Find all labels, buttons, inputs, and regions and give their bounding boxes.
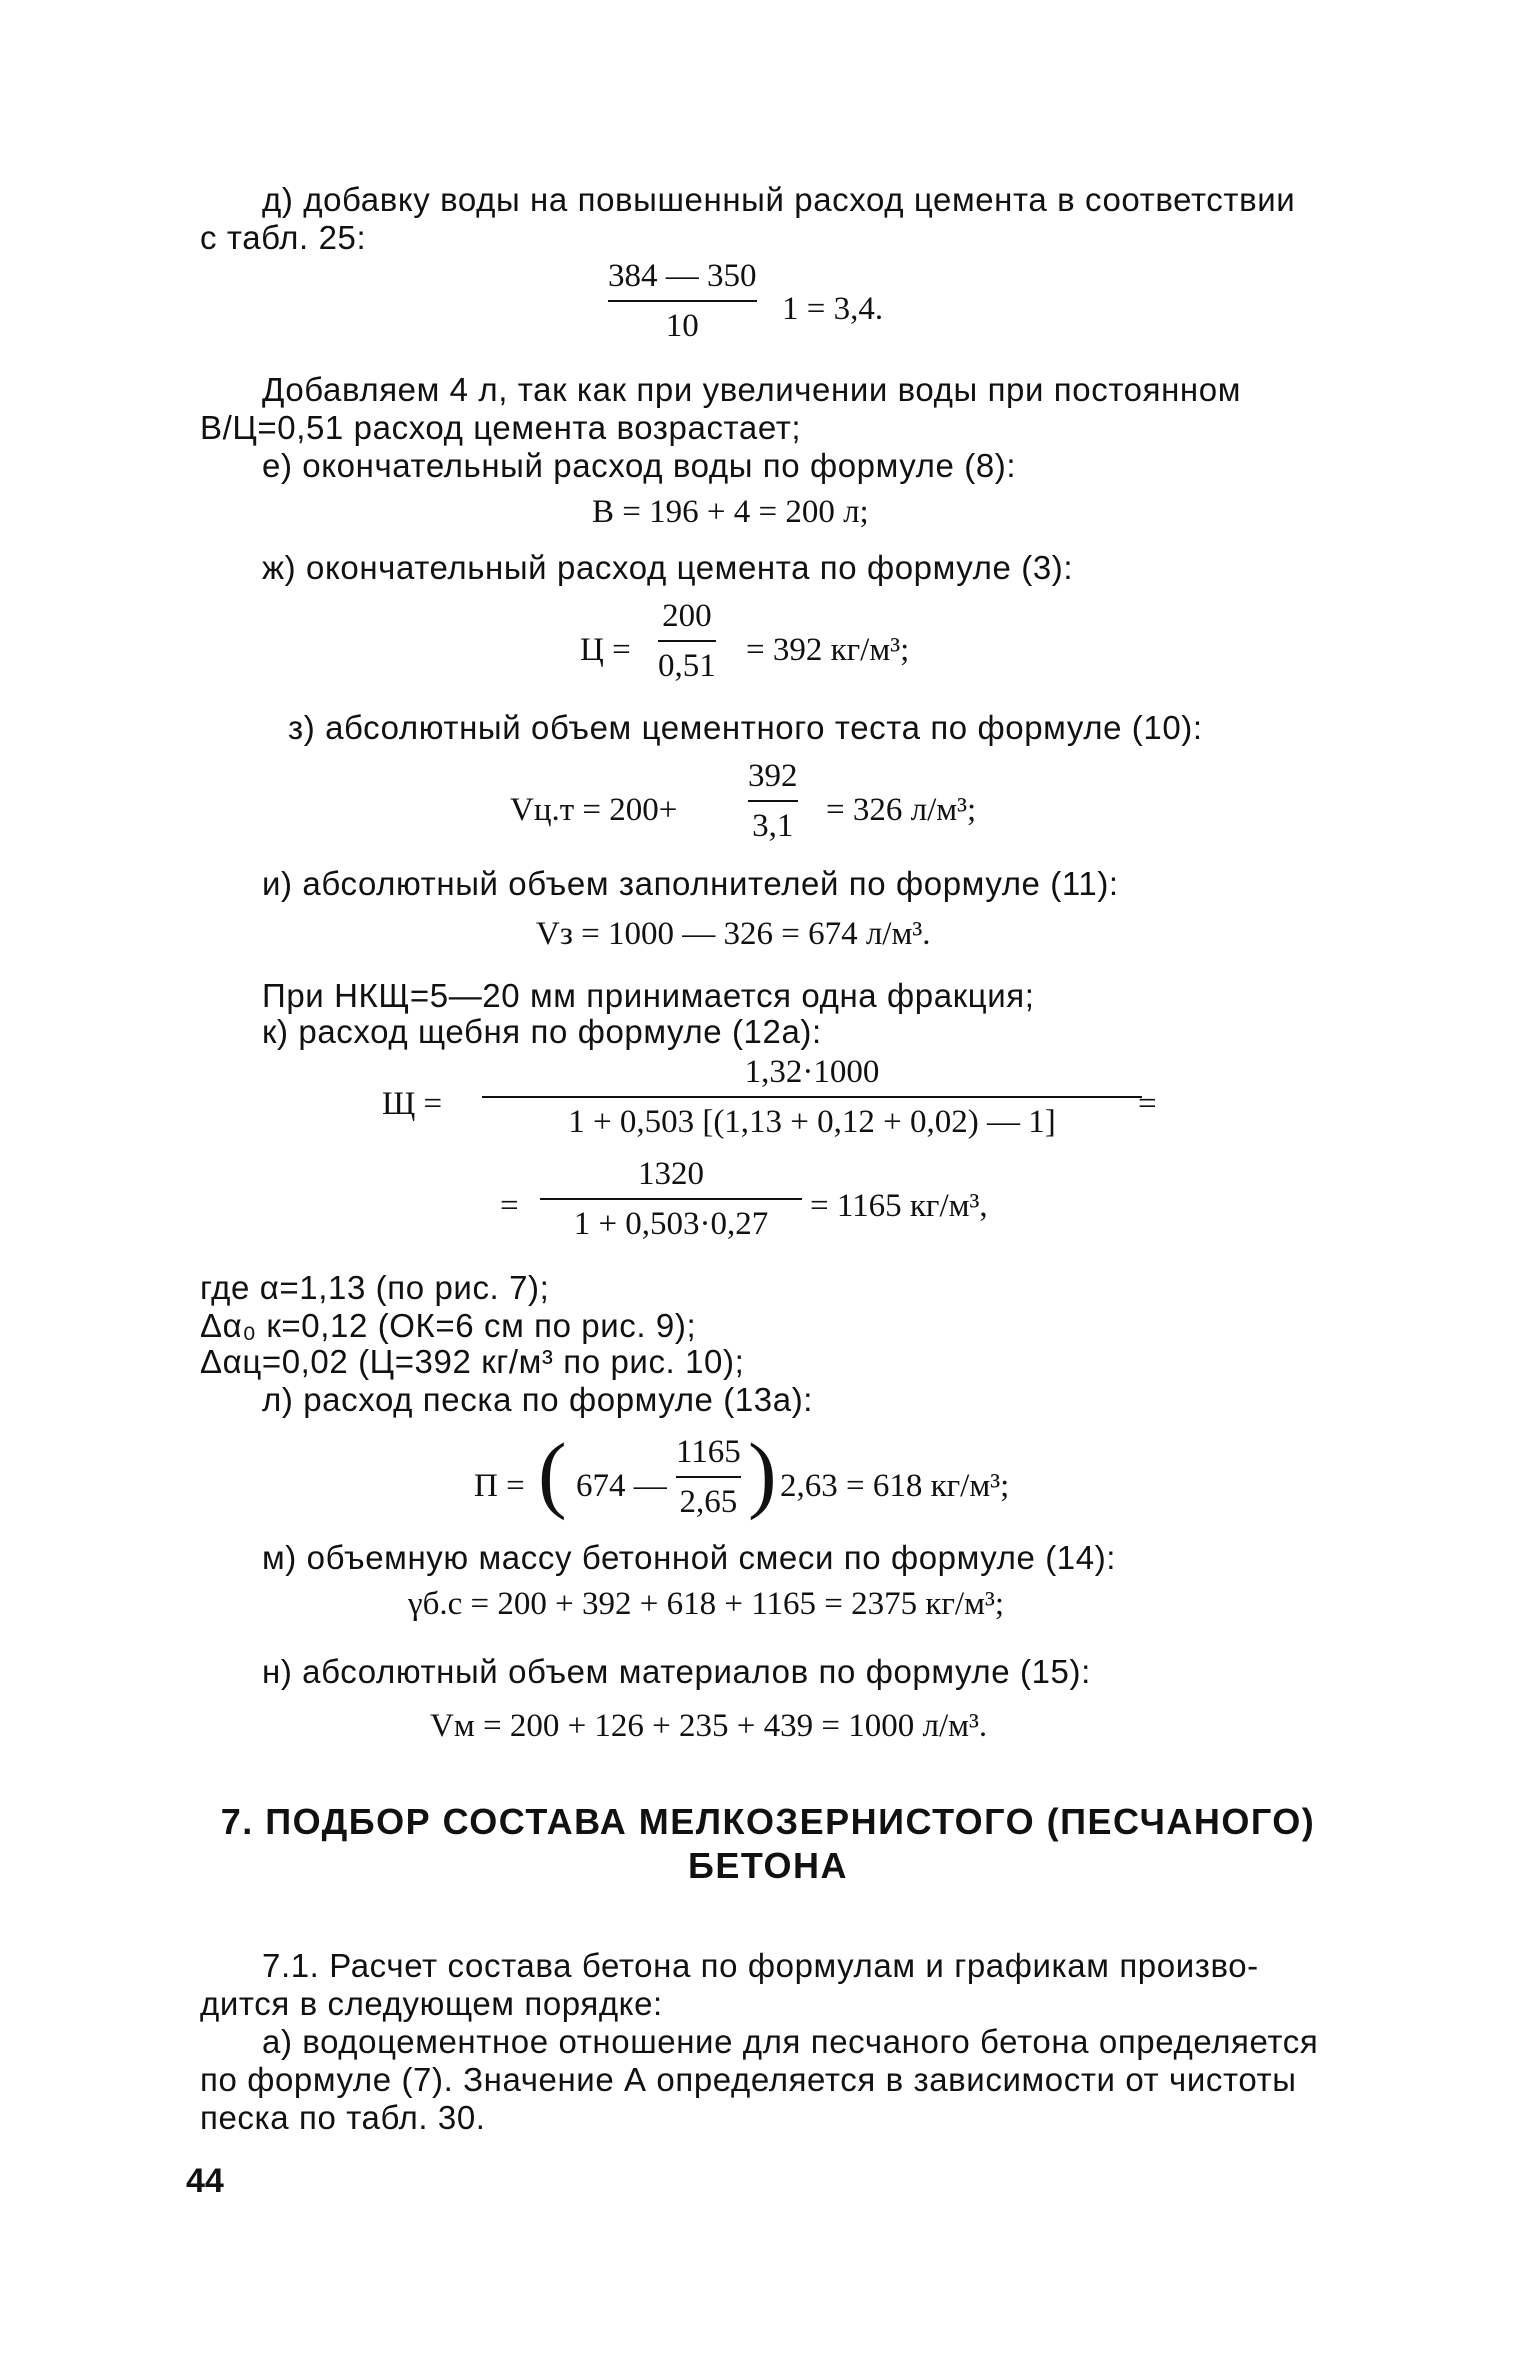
formula-rhs: = 326 л/м³; <box>826 792 977 828</box>
text-line: Δαц=0,02 (Ц=392 кг/м³ по рис. 10); <box>200 1343 745 1380</box>
text-line: песка по табл. 30. <box>200 2099 486 2136</box>
formula-rhs: = 392 кг/м³; <box>746 632 910 668</box>
fraction <box>748 756 798 846</box>
formula-lhs: Щ = <box>382 1086 443 1122</box>
denominator: 0,51 <box>658 648 716 684</box>
right-paren-icon: ) <box>748 1425 777 1521</box>
text-line: к) расход щебня по формуле (12а): <box>262 1013 822 1050</box>
page-number: 44 <box>186 2162 224 2200</box>
text-line: 7.1. Расчет состава бетона по формулам и графикам произво- <box>262 1947 1259 1984</box>
text-line: м) объемную массу бетонной смеси по формуле (14): <box>262 1539 1117 1576</box>
fraction <box>608 256 757 346</box>
left-paren-icon: ( <box>538 1425 567 1521</box>
formula-rhs: = 1165 кг/м³, <box>810 1188 988 1224</box>
text-line: дится в следующем порядке: <box>200 1985 663 2022</box>
text-line: Δα₀ к=0,12 (ОК=6 см по рис. 9); <box>200 1307 697 1344</box>
formula: Vм = 200 + 126 + 235 + 439 = 1000 л/м³. <box>430 1708 988 1744</box>
fraction <box>482 1052 1142 1142</box>
denominator: 3,1 <box>752 808 794 844</box>
section-heading-cont: БЕТОНА <box>688 1845 848 1886</box>
formula-lhs: = <box>500 1188 519 1224</box>
formula-rhs: = <box>1138 1086 1157 1122</box>
numerator: 1320 <box>638 1156 704 1192</box>
fraction <box>658 596 716 686</box>
section-heading: 7. ПОДБОР СОСТАВА МЕЛКОЗЕРНИСТОГО (ПЕСЧАНОГО) <box>220 1801 1316 1842</box>
fraction <box>540 1154 802 1244</box>
denominator: 1 + 0,503·0,27 <box>573 1206 769 1242</box>
text-line: по формуле (7). Значение А определяется в зависимости от чистоты <box>200 2061 1297 2098</box>
text-line: н) абсолютный объем материалов по формуле (15): <box>262 1653 1091 1690</box>
formula: Vз = 1000 — 326 = 674 л/м³. <box>536 916 931 952</box>
denominator: 10 <box>665 308 699 344</box>
text-line: где α=1,13 (по рис. 7); <box>200 1269 550 1306</box>
numerator: 392 <box>748 758 798 794</box>
formula-rhs: 2,63 = 618 кг/м³; <box>780 1468 1010 1504</box>
numerator: 1,32·1000 <box>744 1054 880 1090</box>
formula-lhs: П = <box>474 1468 525 1504</box>
numerator: 200 <box>662 598 712 634</box>
text-line: е) окончательный расход воды по формуле (8): <box>262 447 1017 484</box>
formula: 1 = 3,4. <box>782 291 884 327</box>
formula: В = 196 + 4 = 200 л; <box>592 494 869 530</box>
formula-term: 674 — <box>576 1468 667 1504</box>
formula: γб.с = 200 + 392 + 618 + 1165 = 2375 кг/м³; <box>408 1586 1005 1622</box>
denominator: 1 + 0,503 [(1,13 + 0,12 + 0,02) — 1] <box>568 1104 1056 1140</box>
text-line: При НКЩ=5—20 мм принимается одна фракция; <box>262 977 1035 1014</box>
text-line: л) расход песка по формуле (13а): <box>262 1381 814 1418</box>
text-line: Добавляем 4 л, так как при увеличении воды при постоянном <box>262 371 1241 408</box>
text-line: з) абсолютный объем цементного теста по формуле (10): <box>288 709 1203 746</box>
text-line: ж) окончательный расход цемента по формуле (3): <box>262 549 1074 586</box>
fraction <box>676 1432 741 1522</box>
text-line: и) абсолютный объем заполнителей по формуле (11): <box>262 865 1119 902</box>
text-line: с табл. 25: <box>200 219 367 256</box>
denominator: 2,65 <box>679 1484 738 1520</box>
formula-lhs: Ц = <box>580 632 631 668</box>
formula-lhs: Vц.т = 200+ <box>510 792 678 828</box>
text-line: д) добавку воды на повышенный расход цемента в соответствии <box>262 181 1296 218</box>
numerator: 1165 <box>676 1434 741 1470</box>
text-line: В/Ц=0,51 расход цемента возрастает; <box>200 409 802 446</box>
numerator: 384 — 350 <box>608 258 757 294</box>
text-line: а) водоцементное отношение для песчаного бетона определяется <box>262 2023 1319 2060</box>
